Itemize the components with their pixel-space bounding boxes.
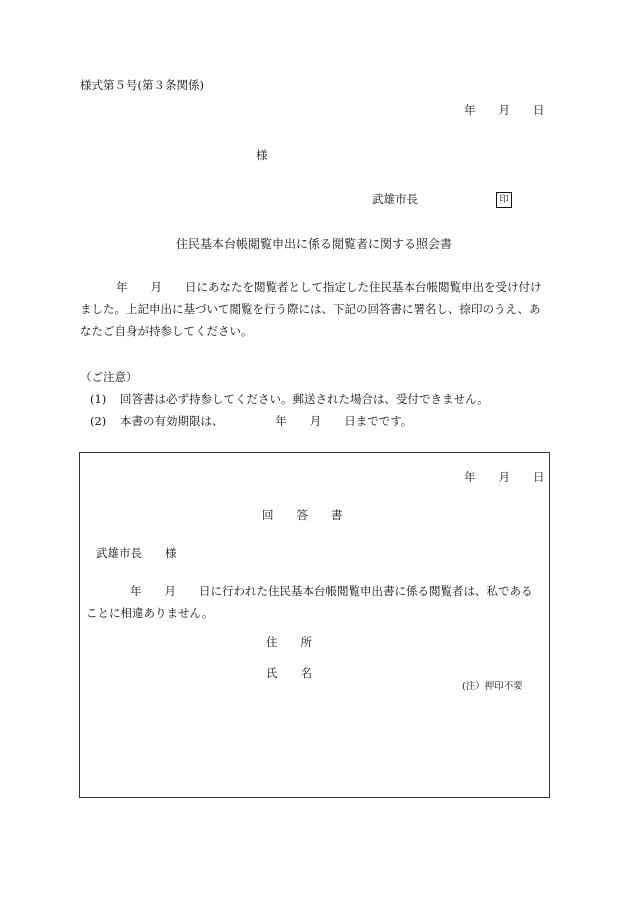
body-line: 年 月 日にあなたを閲覧者として指定した住民基本台帳閲覧申出を受け付け: [116, 280, 542, 294]
address-label: 住 所: [266, 635, 312, 649]
reply-title: 回 答 書: [262, 508, 343, 522]
issuer-name: 武雄市長: [372, 192, 418, 206]
body-paragraph: [80, 276, 550, 342]
reply-addressee: 武雄市長 様: [96, 546, 177, 560]
seal-not-required-note: (注）押印不要: [462, 681, 523, 692]
note-text: 回答書は必ず持参してください。郵送された場合は、受付できません。: [119, 392, 489, 406]
issue-date: 年 月 日: [464, 103, 545, 117]
reply-form-box: [79, 452, 550, 798]
note-number: (1): [90, 392, 107, 406]
recipient-suffix: 様: [256, 148, 268, 162]
reply-body: [86, 580, 548, 624]
note-text: 本書の有効期限は、 年 月 日までです。: [119, 414, 413, 428]
reply-body-line: ことに相違ありません。: [86, 606, 214, 620]
notes-heading: （ご注意）: [80, 370, 138, 384]
reply-body-line: 年 月 日に行われた住民基本台帳閲覧申出書に係る閲覧者は、私である: [130, 584, 533, 598]
seal-mark: 印: [496, 192, 512, 208]
note-item: [90, 394, 489, 406]
body-line: ました。上記申出に基づいて閲覧を行う際には、下記の回答書に署名し、捺印のうえ、あ: [80, 302, 541, 316]
note-number: (2): [90, 414, 107, 428]
reply-date: 年 月 日: [464, 470, 545, 484]
name-label: 氏 名: [266, 666, 312, 680]
note-item: [90, 416, 412, 428]
document-title: 住民基本台帳閲覧申出に係る閲覧者に関する照会書: [176, 237, 453, 251]
body-line: なたご自身が持参してください。: [80, 324, 253, 338]
form-number: 様式第５号(第３条関係): [80, 78, 204, 92]
